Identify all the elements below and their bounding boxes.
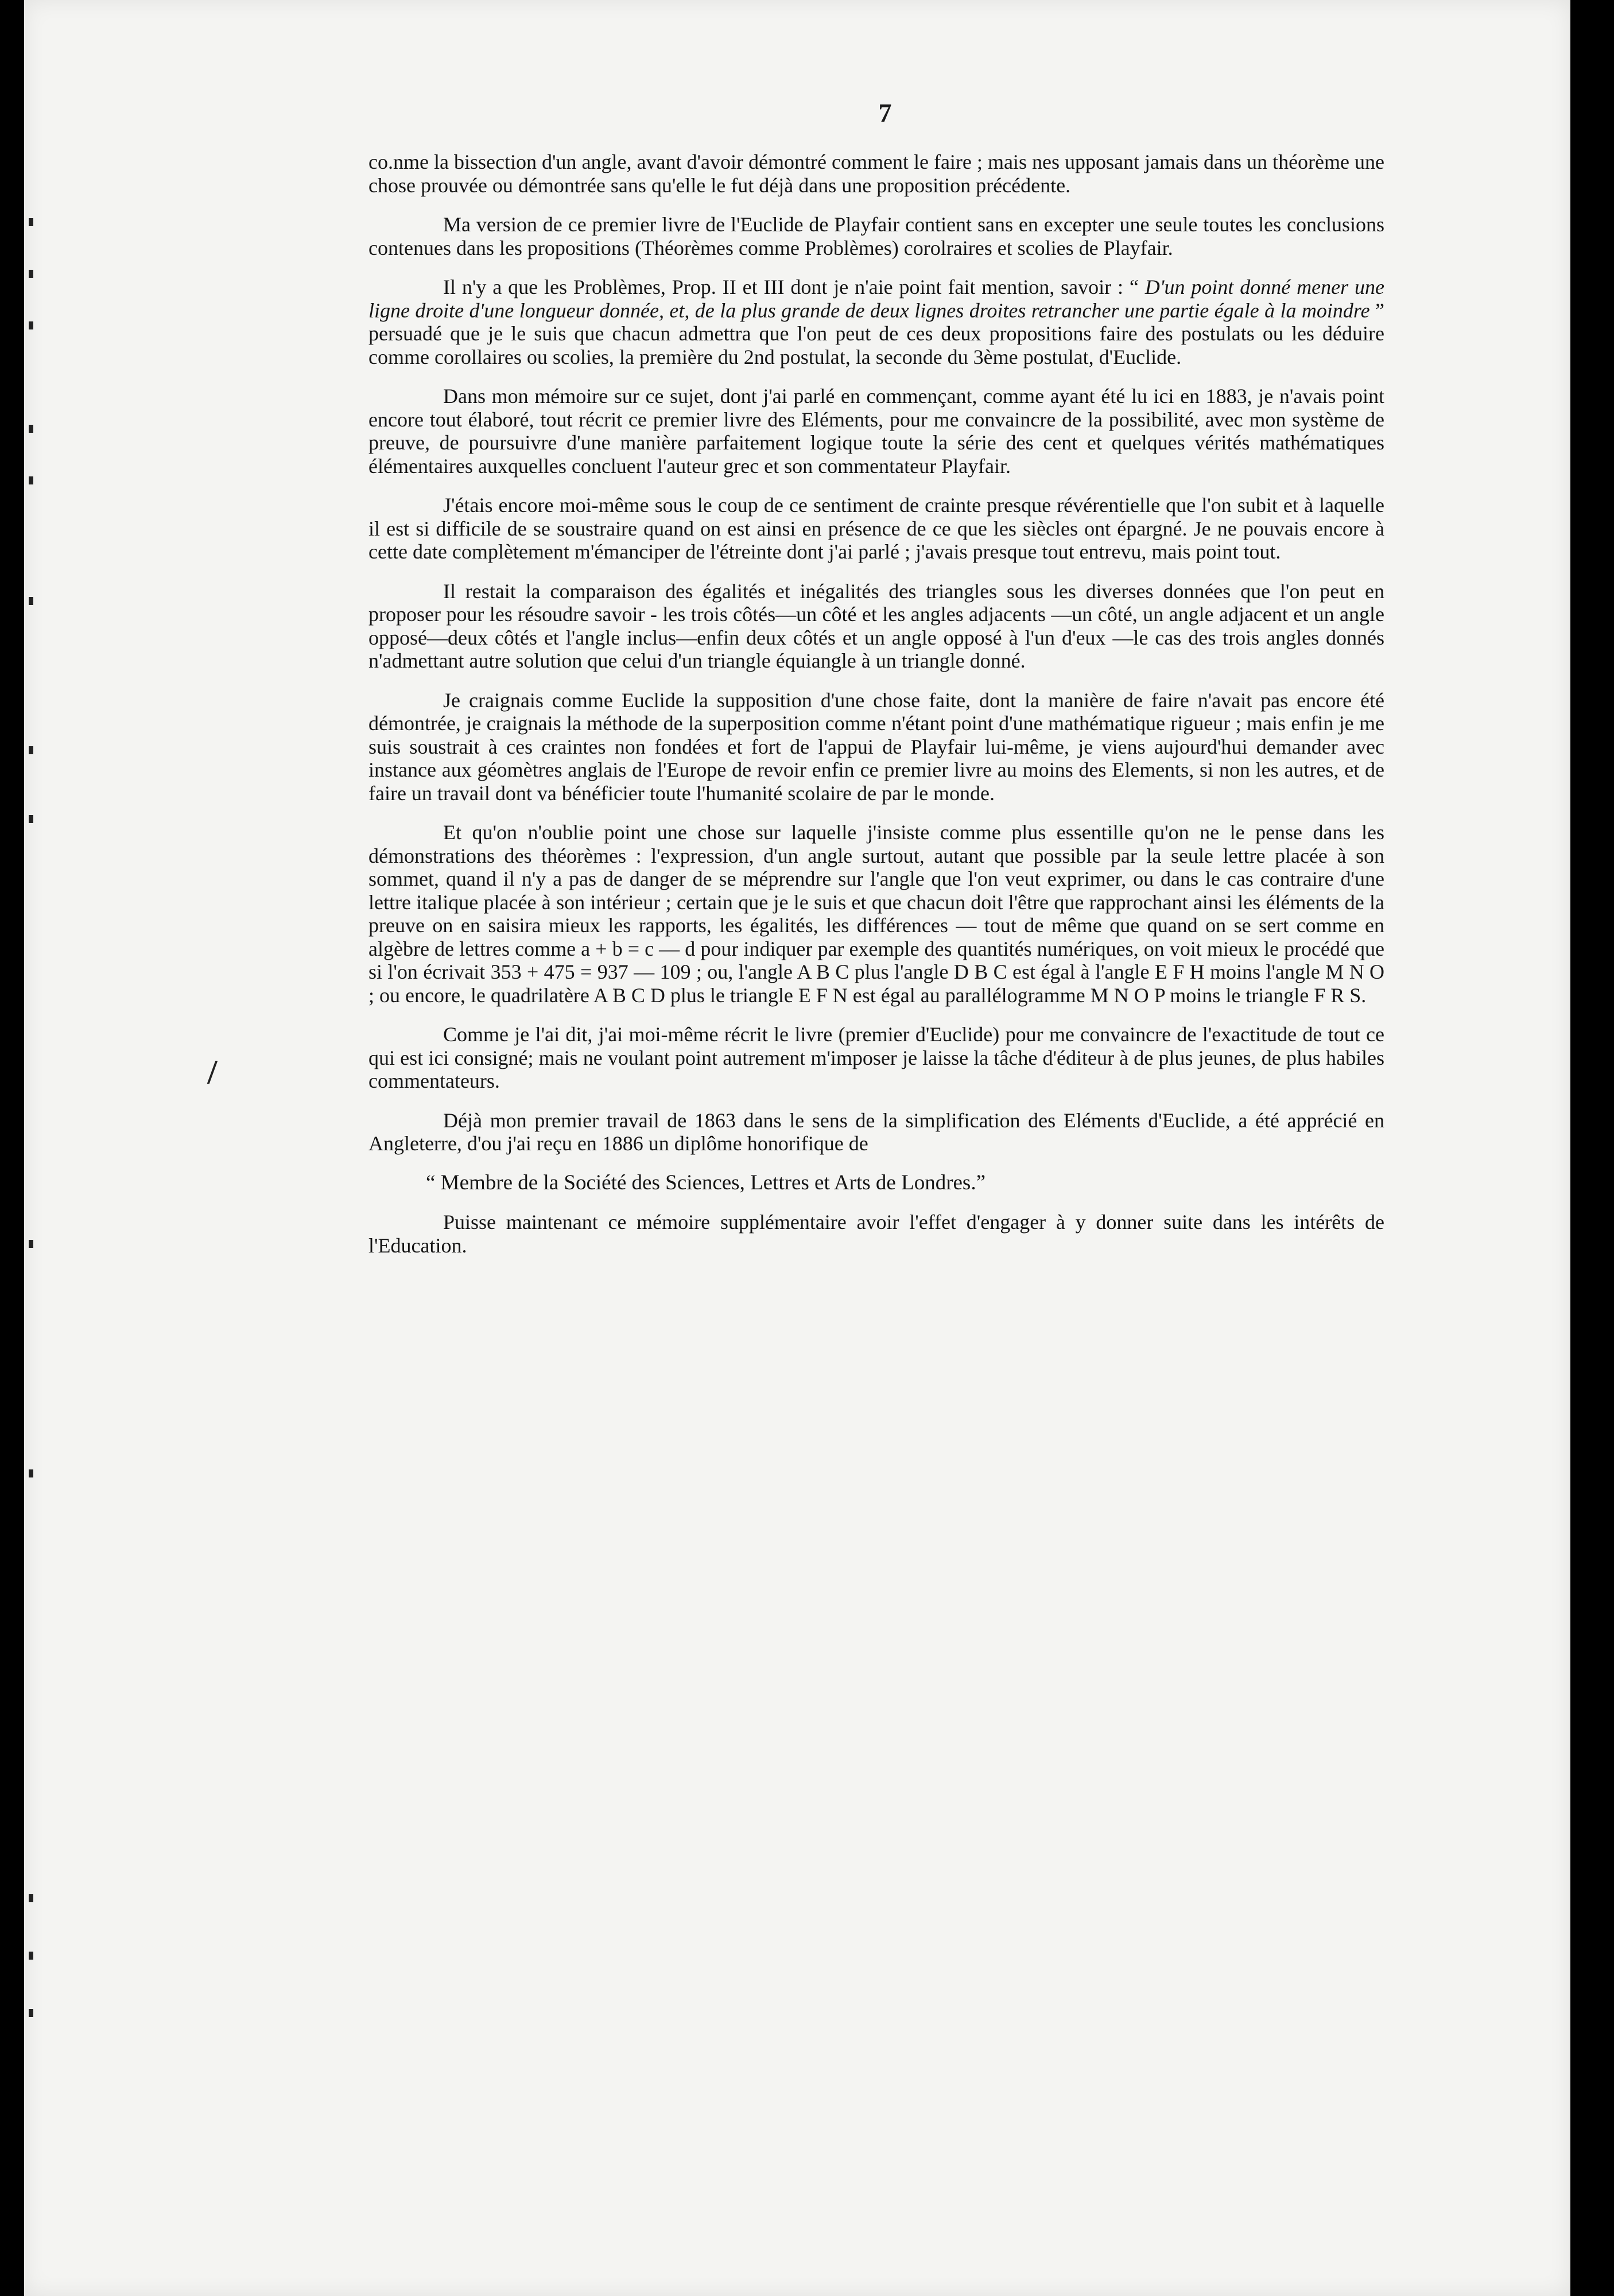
paragraph: Il restait la comparaison des égalités et inégalités des triangles sous les diverses données que l'on peut en proposer pour les résoudre savoir - les trois côtés—un côté et les angles adjacents —un côté, un angle adjacent et un angle opposé—deux côtés et l'angle inclus—enfin deux côtés et un angle opposé à l'un d'eux —le cas des trois angles donnés n'admettant autre solution que celui d'un triangle équiangle à un triangle donné. [368, 579, 1384, 672]
paragraph: Déjà mon premier travail de 1863 dans le sens de la simplification des Eléments d'Euclide, a été apprécié en Angleterre, d'ou j'ai reçu en 1886 un diplôme honorifique de [368, 1108, 1384, 1155]
page-number: 7 [878, 98, 892, 127]
page-body [368, 150, 1384, 1273]
paragraph-text: Il n'y a que les Problèmes, Prop. II et III dont je n'aie point fait mention, savoir : “ [443, 276, 1145, 298]
paragraph: Ma version de ce premier livre de l'Euclide de Playfair contient sans en excepter une seule toutes les conclusions contenues dans les propositions (Théorèmes comme Problèmes) corolraires et scolies de Playfair. [368, 213, 1384, 259]
diploma-quote: “ Membre de la Société des Sciences, Lettres et Arts de Londres.” [426, 1170, 986, 1194]
paragraph: Puisse maintenant ce mémoire supplémentaire avoir l'effet d'engager à y donner suite dans les intérêts de l'Education. [368, 1211, 1384, 1257]
paragraph-with-italic-quote [368, 276, 1384, 369]
paragraph: J'étais encore moi-même sous le coup de ce sentiment de crainte presque révérentielle que l'on subit et à laquelle il est si difficile de se soustraire quand on est ainsi en présence de ce que les siècles ont épargné. Je ne pouvais encore à cette date complètement m'émanciper de l'étreinte dont j'ai parlé ; j'avais presque tout entrevu, mais point tout. [368, 494, 1384, 563]
scan-border [1570, 0, 1614, 2296]
paragraph: Comme je l'ai dit, j'ai moi-même récrit le livre (premier d'Euclide) pour me convaincre de l'exactitude de tout ce qui est ici consigné; mais ne voulant point autrement m'imposer je laisse la tâche d'éditeur à de plus jeunes, de plus habiles commentateurs. [368, 1023, 1384, 1092]
italic-quote: D'un point donné mener une ligne droite d'une longueur donnée, et, de la plus grande de deux lignes droites retrancher une partie égale à la moindre [368, 276, 1385, 322]
paragraph: Et qu'on n'oublie point une chose sur laquelle j'insiste comme plus essentille qu'on ne le pense dans les démonstrations des théorèmes : l'expression, d'un angle surtout, autant que possible par la seule lettre placée à son sommet, quand il n'y a pas de danger de se méprendre sur l'angle que l'on veut exprimer, ou dans le cas contraire d'une lettre italique placée à son intérieur ; certain que je le suis et que chacun doit l'être que rapprochant ainsi les éléments de la preuve on en saisira mieux les rapports, les égalités, les différences — tout de même que quand on se sert comme en algèbre de lettres comme a + b = c — d pour indiquer par exemple des quantités numériques, on voit mieux le procédé que si l'on écrivait 353 + 475 = 937 — 109 ; ou, l'angle A B C plus l'angle D B C est égal à l'angle E F H moins l'angle M N O ; ou encore, le quadrilatère A B C D plus le triangle E F N est égal au parallélogramme M N O P moins le triangle F R S. [368, 821, 1384, 1007]
document-page [24, 0, 1570, 2296]
scan-edge-marks [24, 0, 45, 2296]
paragraph: Je craignais comme Euclide la supposition d'une chose faite, dont la manière de faire n'avait pas encore été démontrée, je craignais la méthode de la superposition comme n'étant point d'une mathématique rigueur ; mais enfin je me suis soustrait à ces craintes non fondées et fort de l'appui de Playfair lui-même, je viens aujourd'hui demander avec instance aux géomètres anglais de l'Europe de revoir enfin ce premier livre au moins des Elements, si non les autres, et de faire un travail dont va bénéficier toute l'humanité scolaire de par le monde. [368, 688, 1384, 805]
paragraph-text: ” persuadé que je le suis que chacun admettra que l'on peut de ces deux propositions faire des postulats ou les déduire comme corollaires ou scolies, la première du 2nd postulat, la seconde du 3ème postulat, d'Euclide. [368, 298, 1384, 369]
paragraph: Dans mon mémoire sur ce sujet, dont j'ai parlé en commençant, comme ayant été lu ici en 1883, je n'avais point encore tout élaboré, tout récrit ce premier livre des Eléments, pour me convaincre de la possibilité, avec mon système de preuve, de poursuivre d'une manière parfaitement logique toute la série des cent et quelques vérités mathématiques élémentaires auxquelles concluent l'auteur grec et son commentateur Playfair. [368, 385, 1384, 478]
margin-mark [207, 1061, 224, 1084]
paragraph: co.nme la bissection d'un angle, avant d'avoir démontré comment le faire ; mais nes upposant jamais dans un théorème une chose prouvée ou démontrée sans qu'elle le fut déjà dans une proposition précédente. [368, 150, 1384, 197]
